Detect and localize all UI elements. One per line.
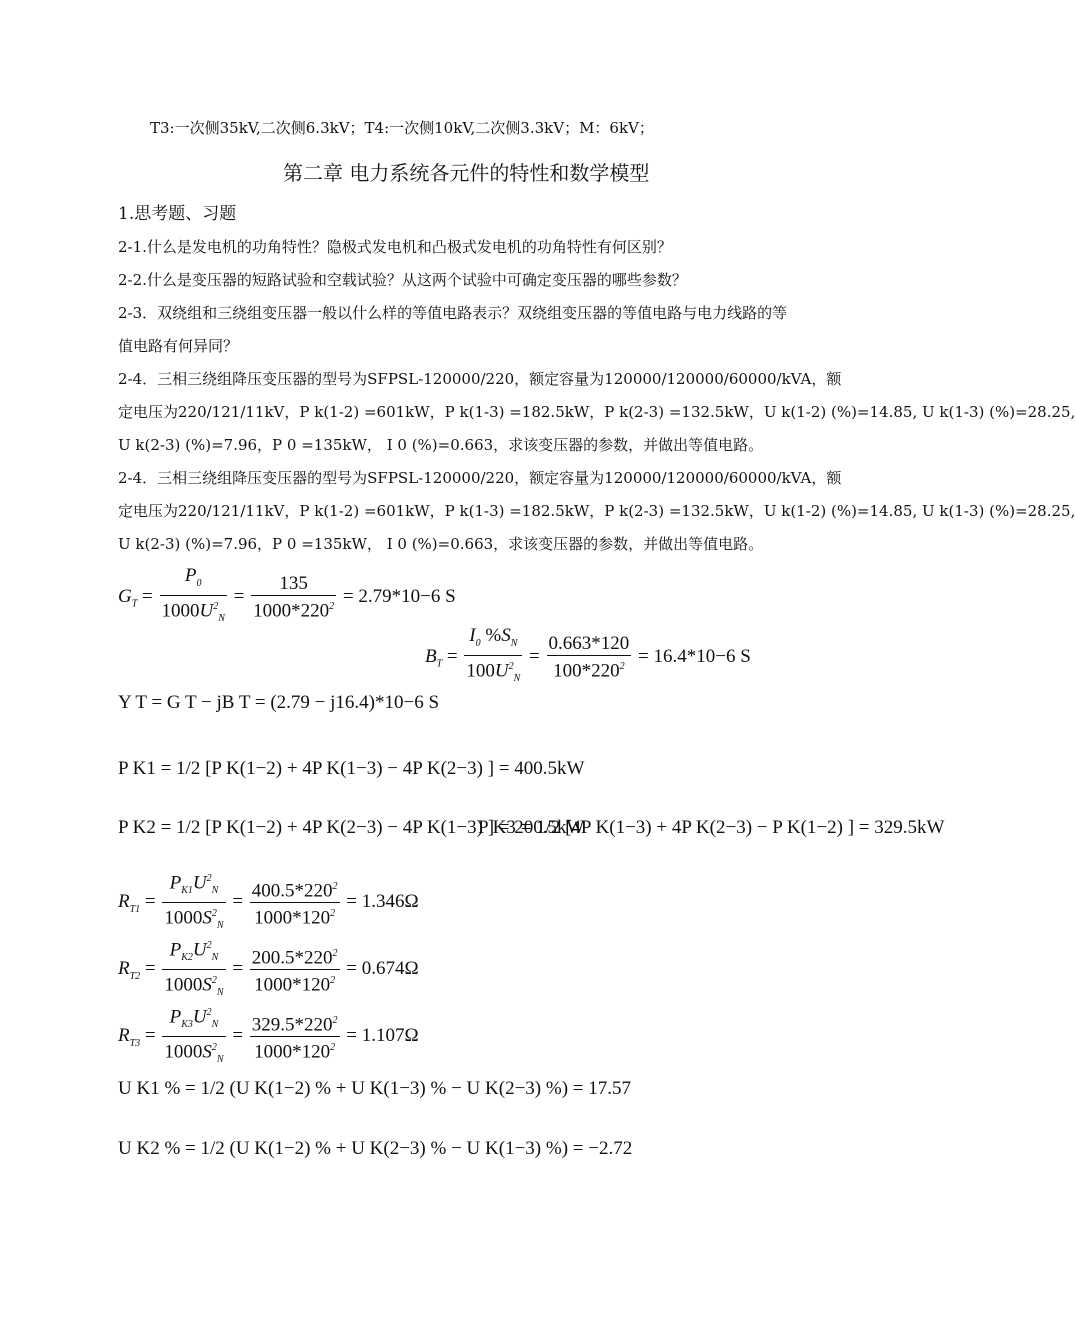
- question-2-4-repeat-line3: U k(2-3) (%)=7.96，P 0 =135kW， I 0 (%)=0.663，求该变压器的参数，并做出等值电路。: [118, 535, 764, 553]
- bt-result: = 16.4*10−6 S: [638, 645, 751, 667]
- equation-bt: $B_T$ = $\frac{I_0 \%S_N}{100U^2_N}$ = $\frac{0.663*120}{100*220^2}$ = 16.4*10−6 S: [425, 625, 751, 684]
- question-2-4-line3: U k(2-3) (%)=7.96，P 0 =135kW， I 0 (%)=0.663，求该变压器的参数，并做出等值电路。: [118, 436, 764, 454]
- question-2-1: 2-1.什么是发电机的功角特性？隐极式发电机和凸极式发电机的功角特性有何区别？: [118, 238, 672, 256]
- section-heading: 1.思考题、习题: [118, 204, 237, 224]
- question-2-2: 2-2.什么是变压器的短路试验和空载试验？从这两个试验中可确定变压器的哪些参数？: [118, 271, 687, 289]
- question-2-4-line2: 定电压为220/121/11kV，P k(1-2) =601kW，P k(1-3) =182.5kW，P k(2-3) =132.5kW，U k(1-2) (%)=14.85, U k(1-3) (%)=28.25,: [118, 403, 1075, 421]
- gt-result: = 2.79*10−6 S: [342, 585, 456, 607]
- equation-gt: $G_T$ = $\frac{P_0}{1000U^2_N}$ = $\frac{135}{1000*220^2}$ = 2.79*10−6 S: [118, 565, 456, 624]
- transformer-voltage-line: T3:一次侧35kV,二次侧6.3kV；T4:一次侧10kV,二次侧3.3kV；M：6kV；: [150, 119, 654, 137]
- equation-rt1: $R_{T1}$ = $\frac{P_{K1}U^2_N}{1000S^2_N}$ = $\frac{400.5*220^2}{1000*120^2}$ = 1.346Ω: [118, 868, 419, 937]
- question-2-4-repeat-line1: 2-4．三相三绕组降压变压器的型号为SFPSL-120000/220，额定容量为120000/120000/60000/kVA，额: [118, 469, 842, 487]
- equation-rt3: $R_{T3}$ = $\frac{P_{K3}U^2_N}{1000S^2_N}$ = $\frac{329.5*220^2}{1000*120^2}$ = 1.107Ω: [118, 1002, 419, 1071]
- equation-pk1: P K1 = 1/2 [P K(1−2) + 4P K(1−3) − 4P K(2−3) ] = 400.5kW: [118, 758, 585, 779]
- question-2-3-line2: 值电路有何异同？: [118, 337, 239, 355]
- rt3-result: = 1.107Ω: [346, 1024, 419, 1046]
- rt1-result: = 1.346Ω: [346, 890, 419, 912]
- equation-uk1: U K1 % = 1/2 (U K(1−2) % + U K(1−3) % − U K(2−3) %) = 17.57: [118, 1078, 631, 1099]
- equation-uk2: U K2 % = 1/2 (U K(1−2) % + U K(2−3) % − U K(1−3) %) = −2.72: [118, 1138, 633, 1159]
- equation-yt: Y T = G T − jB T = (2.79 − j16.4)*10−6 S: [118, 692, 440, 713]
- rt2-result: = 0.674Ω: [346, 957, 419, 979]
- question-2-3-line1: 2-3．双绕组和三绕组变压器一般以什么样的等值电路表示？双绕组变压器的等值电路与电力线路的等: [118, 304, 788, 322]
- equation-rt2: $R_{T2}$ = $\frac{P_{K2}U^2_N}{1000S^2_N}$ = $\frac{200.5*220^2}{1000*120^2}$ = 0.674Ω: [118, 935, 419, 1004]
- question-2-4-line1: 2-4．三相三绕组降压变压器的型号为SFPSL-120000/220，额定容量为120000/120000/60000/kVA，额: [118, 370, 842, 388]
- equation-pk2: P K2 = 1/2 [P K(1−2) + 4P K(2−3) − 4P K(1−3) ] = 200.5kW: [118, 817, 585, 838]
- equation-pk3: P K3 = 1/2 [4P K(1−3) + 4P K(2−3) − P K(1−2) ] = 329.5kW: [478, 817, 945, 838]
- question-2-4-repeat-line2: 定电压为220/121/11kV，P k(1-2) =601kW，P k(1-3) =182.5kW，P k(2-3) =132.5kW，U k(1-2) (%)=14.85, U k(1-3) (%)=28.25,: [118, 502, 1075, 520]
- chapter-title: 第二章 电力系统各元件的特性和数学模型: [283, 161, 650, 185]
